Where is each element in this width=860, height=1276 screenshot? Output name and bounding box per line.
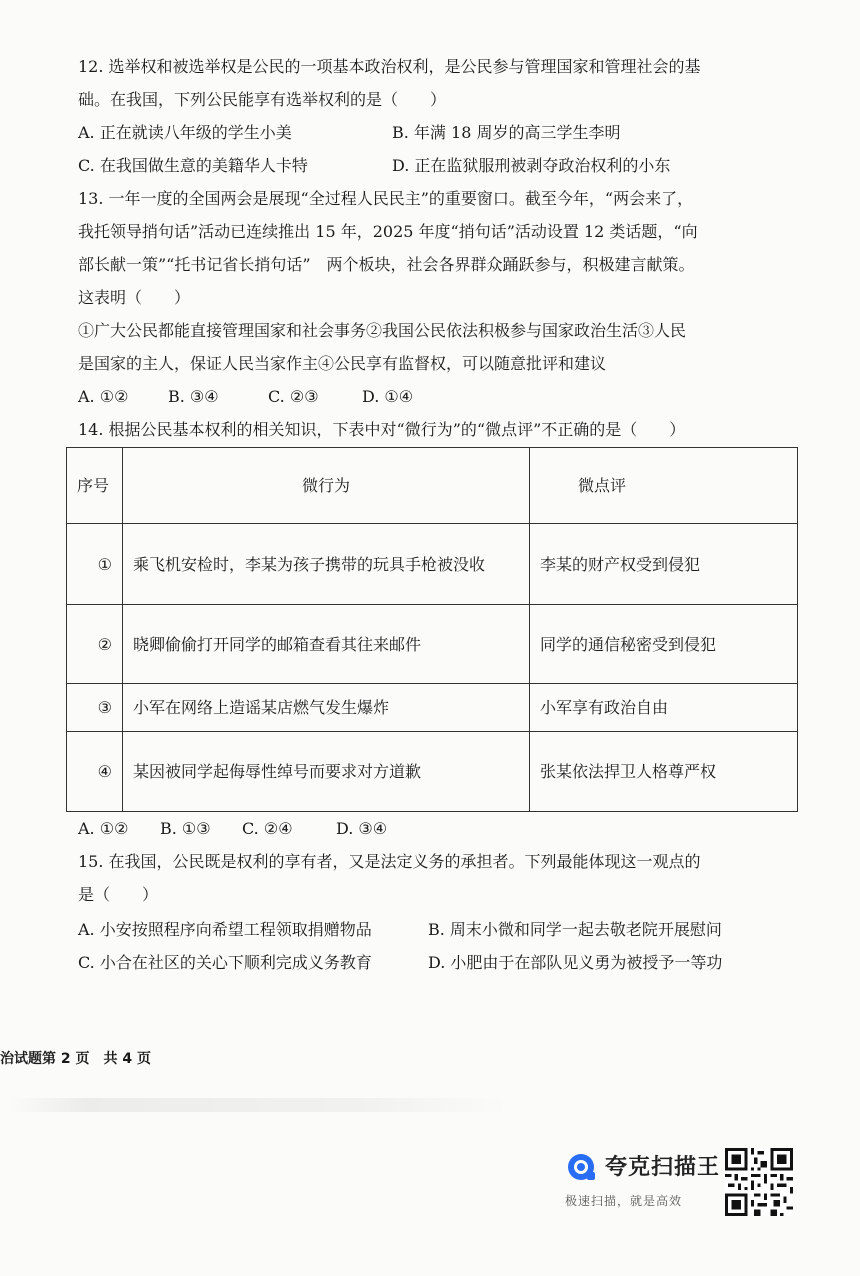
q13-statements-line1: ①广大公民都能直接管理国家和社会事务②我国公民依法积极参与国家政治生活③人民 [78, 321, 687, 340]
quark-logo-icon [565, 1150, 599, 1184]
q12-option-b: B. 年满 18 周岁的高三学生李明 [392, 123, 621, 142]
row-num: ① [67, 524, 123, 605]
q14-option-b: B. ①③ [160, 819, 211, 838]
q13-statements-line2: 是国家的主人，保证人民当家作主④公民享有监督权，可以随意批评和建议 [78, 354, 607, 373]
q13-option-c: C. ②③ [268, 387, 319, 406]
table-row [67, 684, 798, 732]
q14-option-a: A. ①② [78, 819, 129, 838]
row-behavior: 小军在网络上造谣某店燃气发生爆炸 [123, 684, 530, 732]
q15-option-c: C. 小合在社区的关心下顺利完成义务教育 [78, 953, 372, 972]
q13-option-b: B. ③④ [168, 387, 219, 406]
q12-option-d: D. 正在监狱服刑被剥夺政治权利的小东 [392, 156, 671, 175]
q15-option-d: D. 小肥由于在部队见义勇为被授予一等功 [428, 953, 723, 972]
table-header-behavior: 微行为 [123, 448, 530, 524]
row-comment: 李某的财产权受到侵犯 [530, 524, 798, 605]
row-behavior: 晓卿偷偷打开同学的邮箱查看其往来邮件 [123, 605, 530, 684]
q15-stem-line1: 15. 在我国，公民既是权利的享有者，又是法定义务的承担者。下列最能体现这一观点的 [78, 852, 701, 871]
table-row [67, 524, 798, 605]
q13-stem-line4: 这表明（ ） [78, 288, 191, 307]
q13-stem-line3: 部长献一策”“托书记省长捎句话” 两个板块，社会各界群众踊跃参与，积极建言献策。 [78, 255, 695, 274]
q13-option-d: D. ①④ [362, 387, 414, 406]
row-behavior: 乘飞机安检时，李某为孩子携带的玩具手枪被没收 [123, 524, 530, 605]
table-header-comment: 微点评 [530, 448, 798, 524]
table-header-num: 序号 [67, 448, 123, 524]
row-behavior: 某因被同学起侮辱性绰号而要求对方道歉 [123, 732, 530, 812]
q12-option-c: C. 在我国做生意的美籍华人卡特 [78, 156, 308, 175]
scanner-watermark [565, 1148, 795, 1256]
row-comment: 小军享有政治自由 [530, 684, 798, 732]
q13-stem-line2: 我托领导捎句话”活动已连续推出 15 年，2025 年度“捎句话”活动设置 12 类话题，“向 [78, 222, 698, 241]
page-footer: 治试题第 2 页 共 4 页 [0, 1051, 151, 1067]
qr-code-icon [725, 1148, 793, 1216]
row-num: ② [67, 605, 123, 684]
q15-option-a: A. 小安按照程序向希望工程领取捐赠物品 [78, 920, 372, 939]
q14-table [66, 447, 798, 812]
watermark-app-name: 夸克扫描王 [605, 1155, 721, 1180]
q12-stem-line2: 础。在我国，下列公民能享有选举权利的是（ ） [78, 90, 447, 109]
row-comment: 同学的通信秘密受到侵犯 [530, 605, 798, 684]
q15-option-b: B. 周末小微和同学一起去敬老院开展慰问 [428, 920, 722, 939]
row-num: ③ [67, 684, 123, 732]
q14-option-c: C. ②④ [242, 819, 293, 838]
q13-option-a: A. ①② [78, 387, 129, 406]
scan-smudge [10, 1098, 510, 1112]
row-comment: 张某依法捍卫人格尊严权 [530, 732, 798, 812]
watermark-slogan: 极速扫描，就是高效 [565, 1194, 683, 1208]
q14-stem: 14. 根据公民基本权利的相关知识，下表中对“微行为”的“微点评”不正确的是（ ） [78, 420, 686, 439]
q12-option-a: A. 正在就读八年级的学生小美 [78, 123, 292, 142]
q15-stem-line2: 是（ ） [78, 885, 159, 904]
table-row [67, 732, 798, 812]
q12-stem-line1: 12. 选举权和被选举权是公民的一项基本政治权利，是公民参与管理国家和管理社会的基 [78, 57, 701, 76]
q14-option-d: D. ③④ [336, 819, 388, 838]
table-row [67, 605, 798, 684]
table-header-row [67, 448, 798, 524]
q13-stem-line1: 13. 一年一度的全国两会是展现“全过程人民民主”的重要窗口。截至今年，“两会来了， [78, 189, 694, 208]
row-num: ④ [67, 732, 123, 812]
